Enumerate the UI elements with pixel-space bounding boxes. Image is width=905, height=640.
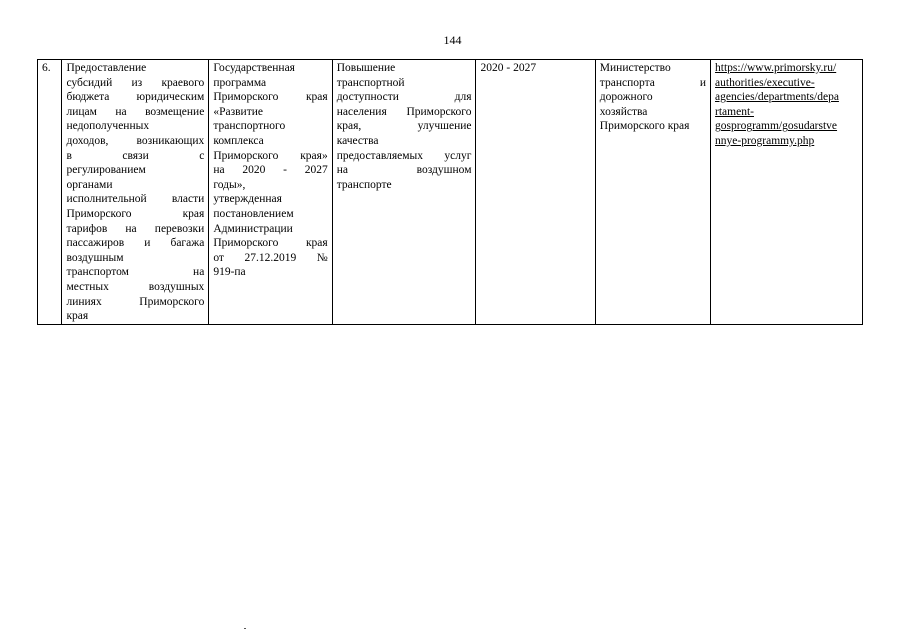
measure-name-line: воздушным: [66, 251, 124, 264]
executor-cell: [595, 60, 710, 325]
scan-mark: [244, 628, 246, 629]
measure-name-line: регулированием: [66, 164, 146, 177]
table-row: [38, 60, 863, 325]
measure-name-line: в связи с: [66, 149, 205, 162]
program-line: транспортного: [213, 120, 286, 133]
link-line[interactable]: gosprogramm/gosudarstve: [715, 120, 838, 133]
goal-line: на воздушном: [336, 164, 472, 177]
measure-name-line: линиях Приморского: [66, 295, 205, 308]
program-cell: [209, 60, 332, 325]
measure-name-line: исполнительной власти: [66, 193, 205, 206]
program-line: постановлением: [213, 207, 294, 220]
program-line: от 27.12.2019 №: [213, 251, 328, 264]
measure-name-line: транспортом на: [66, 266, 205, 279]
program-line: 919-па: [213, 266, 246, 279]
goal-line: населения Приморского: [336, 105, 472, 118]
program-line: «Развитие: [213, 105, 263, 118]
page-number: 144: [443, 33, 462, 47]
measure-name-line: тарифов на перевозки: [66, 222, 205, 235]
executor-line: дорожного: [599, 91, 653, 104]
program-table: [37, 59, 863, 325]
goal-line: Повышение: [336, 62, 396, 74]
goal-line: качества: [336, 134, 379, 147]
program-text: [213, 61, 327, 280]
program-link[interactable]: [715, 61, 858, 149]
program-line: Приморского края: [213, 237, 328, 250]
url-cell: [711, 60, 863, 325]
link-line[interactable]: nnye-programmy.php: [715, 134, 815, 147]
executor-line: Министерство: [599, 62, 671, 74]
measure-name-line: пассажиров и багажа: [66, 237, 205, 250]
goal-line: транспорте: [336, 178, 392, 191]
link-line[interactable]: rtament-: [715, 105, 754, 118]
measure-name-line: доходов, возникающих: [66, 134, 205, 147]
goal-line: транспортной: [336, 76, 405, 89]
program-line: на 2020 - 2027: [213, 164, 328, 177]
program-line: Приморского края»: [213, 149, 328, 162]
measure-name-line: бюджета юридическим: [66, 91, 205, 104]
goal-text: [337, 61, 472, 192]
measure-name-line: лицам на возмещение: [66, 105, 205, 118]
goal-line: доступности для: [336, 91, 472, 104]
goal-line: края, улучшение: [336, 120, 472, 133]
link-line[interactable]: agencies/departments/depa: [715, 91, 839, 104]
row-number-cell: 6.: [38, 60, 62, 325]
executor-line: хозяйства: [599, 105, 648, 118]
executor-line: Приморского края: [599, 120, 690, 133]
executor-text: [600, 61, 706, 134]
measure-name-line: края: [66, 310, 89, 323]
period-cell: 2020 - 2027: [476, 60, 595, 325]
program-line: комплекса: [213, 134, 264, 147]
program-line: программа: [213, 76, 267, 89]
measure-name-cell: [62, 60, 209, 325]
program-line: Администрации: [213, 222, 293, 235]
measure-name-line: Приморского края: [66, 207, 205, 220]
goal-line: предоставляемых услуг: [336, 149, 472, 162]
program-line: Приморского края: [213, 91, 328, 104]
measure-name-line: местных воздушных: [66, 280, 205, 293]
measure-name-line: субсидий из краевого: [66, 76, 205, 89]
program-line: утвержденная: [213, 193, 282, 206]
measure-name-line: недополученных: [66, 120, 150, 133]
link-line[interactable]: authorities/executive-: [715, 76, 815, 89]
goal-cell: [332, 60, 476, 325]
measure-name-line: органами: [66, 178, 113, 191]
measure-name-text: [66, 61, 204, 324]
program-line: Государственная: [213, 62, 295, 74]
link-line[interactable]: https://www.primorsky.ru/: [715, 62, 837, 74]
program-line: годы»,: [213, 178, 246, 191]
executor-line: транспорта и: [599, 76, 707, 89]
measure-name-line: Предоставление: [66, 62, 147, 74]
